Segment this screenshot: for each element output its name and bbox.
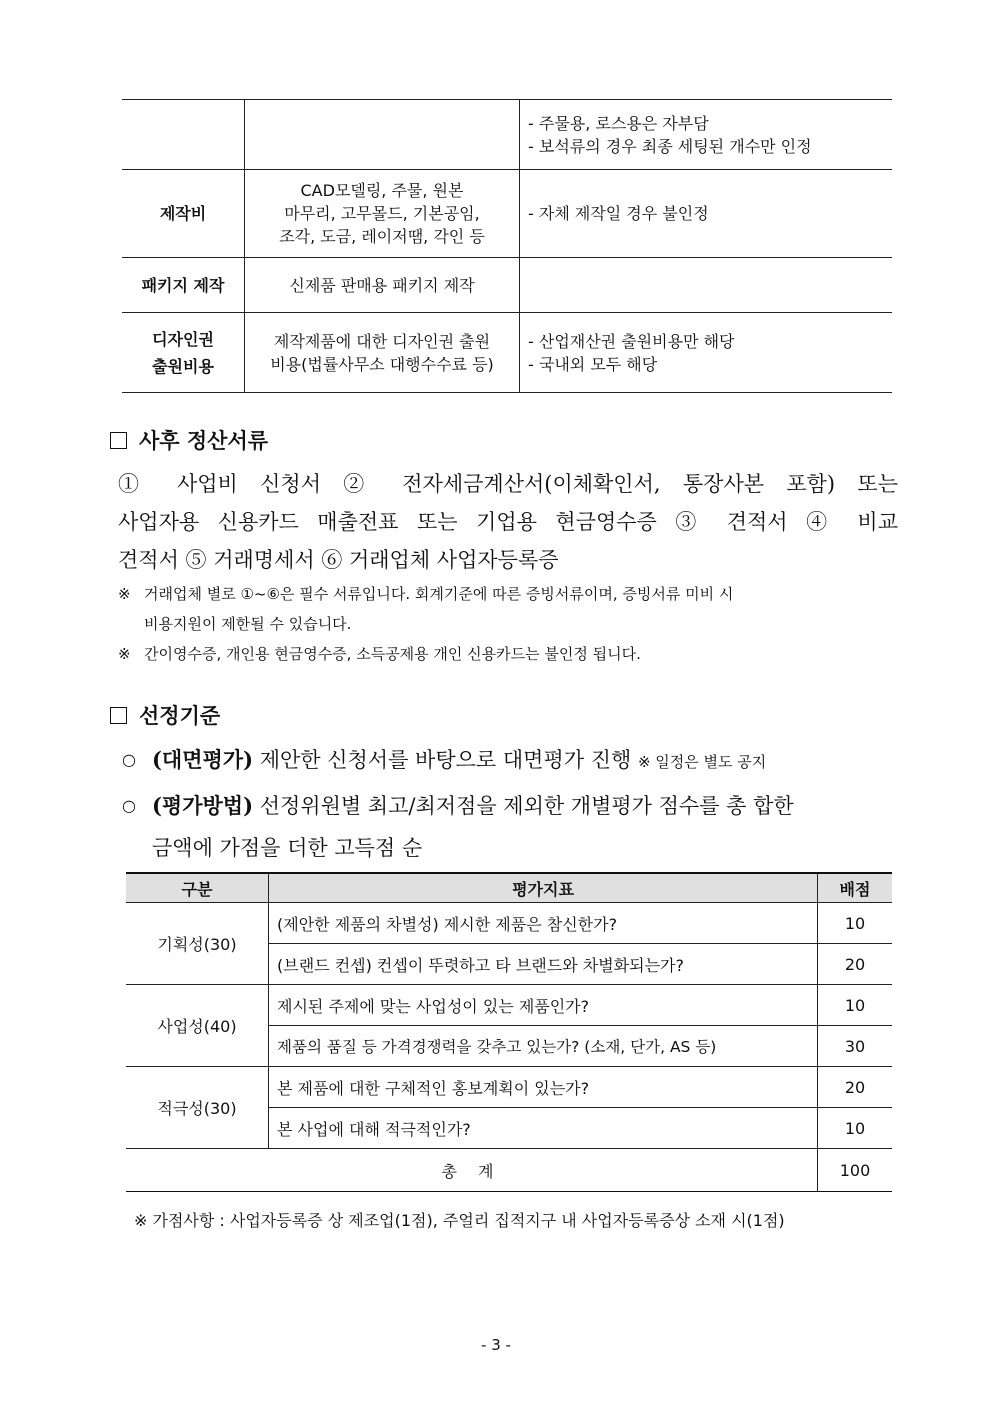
cost-notes	[520, 258, 893, 313]
cost-category: 패키지 제작	[122, 258, 245, 313]
cost-content	[245, 100, 520, 170]
eval-category: 기획성(30)	[126, 903, 269, 985]
eval-category: 적극성(30)	[126, 1067, 269, 1149]
cost-table	[122, 99, 892, 393]
total-score: 100	[818, 1149, 893, 1192]
bullet-circle-icon: ○	[122, 796, 136, 815]
eval-category: 사업성(40)	[126, 985, 269, 1067]
eval-score: 20	[818, 1067, 893, 1108]
cost-category: 제작비	[122, 170, 245, 258]
settlement-note-1: ※ 거래업체 별로 ①~⑥은 필수 서류입니다. 회계기준에 따른 증빙서류이며, 증빙서류 미비 시 비용지원이 제한될 수 있습니다.	[118, 585, 734, 633]
total-row	[126, 1149, 892, 1192]
eval-score: 20	[818, 944, 893, 985]
cost-category	[122, 100, 245, 170]
settlement-note-2: ※ 간이영수증, 개인용 현금영수증, 소득공제용 개인 신용카드는 불인정 됩니다.	[118, 645, 641, 663]
cost-notes: - 산업재산권 출원비용만 해당 - 국내외 모두 해당	[520, 313, 893, 393]
cost-category: 디자인권 출원비용	[122, 313, 245, 393]
table-row	[126, 985, 892, 1026]
eval-indicator: 제시된 주제에 맞는 사업성이 있는 제품인가?	[269, 985, 818, 1026]
bonus-footnote: ※ 가점사항 : 사업자등록증 상 제조업(1점), 주얼리 집적지구 내 사업자등록증상 소재 시(1점)	[134, 1211, 785, 1230]
bullet-face-to-face: ○ (대면평가) 제안한 신청서를 바탕으로 대면평가 진행 ※ 일정은 별도 공지	[122, 739, 898, 783]
table-row	[122, 170, 892, 258]
checkbox-square-icon	[110, 432, 127, 449]
eval-indicator: 본 제품에 대한 구체적인 홍보계획이 있는가?	[269, 1067, 818, 1108]
eval-score: 30	[818, 1026, 893, 1067]
cost-content: 제작제품에 대한 디자인권 출원 비용(법률사무소 대행수수료 등)	[245, 313, 520, 393]
checkbox-square-icon	[110, 707, 127, 724]
eval-indicator: (브랜드 컨셉) 컨셉이 뚜렷하고 타 브랜드와 차별화되는가?	[269, 944, 818, 985]
cost-content: 신제품 판매용 패키지 제작	[245, 258, 520, 313]
table-row	[122, 258, 892, 313]
eval-score: 10	[818, 985, 893, 1026]
eval-indicator: 본 사업에 대해 적극적인가?	[269, 1108, 818, 1149]
bullet-circle-icon: ○	[122, 750, 136, 769]
cost-notes: - 자체 제작일 경우 불인정	[520, 170, 893, 258]
page-number: - 3 -	[481, 1336, 511, 1354]
eval-score: 10	[818, 903, 893, 944]
table-row	[126, 903, 892, 944]
table-row	[126, 1067, 892, 1108]
settlement-docs-line-3: 견적서 ⑤ 거래명세서 ⑥ 거래업체 사업자등록증	[118, 548, 559, 572]
header-indicator: 평가지표	[269, 873, 818, 903]
header-score: 배점	[818, 873, 893, 903]
eval-indicator: 제품의 품질 등 가격경쟁력을 갖추고 있는가? (소재, 단가, AS 등)	[269, 1026, 818, 1067]
cost-notes: - 주물용, 로스용은 자부담 - 보석류의 경우 최종 세팅된 개수만 인정	[520, 100, 893, 170]
eval-indicator: (제안한 제품의 차별성) 제시한 제품은 참신한가?	[269, 903, 818, 944]
evaluation-table	[126, 872, 892, 1192]
total-label: 총 계	[126, 1149, 818, 1192]
eval-score: 10	[818, 1108, 893, 1149]
header-category: 구분	[126, 873, 269, 903]
settlement-docs-line-1: ① 사업비 신청서 ② 전자세금계산서(이체확인서, 통장사본 포함) 또는	[118, 472, 898, 496]
bullet-eval-method: ○ (평가방법) 선정위원별 최고/최저점을 제외한 개별평가 점수를 총 합한 금액에 가점을 더한 고득점 순	[122, 785, 898, 869]
table-row	[122, 313, 892, 393]
section-heading-selection: 선정기준	[110, 700, 220, 730]
table-row	[122, 100, 892, 170]
cost-content: CAD모델링, 주물, 원본 마무리, 고무몰드, 기본공임, 조각, 도금, 레이저땜, 각인 등	[245, 170, 520, 258]
table-header-row	[126, 873, 892, 903]
section-heading-settlement: 사후 정산서류	[110, 425, 268, 455]
settlement-docs-line-2: 사업자용 신용카드 매출전표 또는 기업용 현금영수증 ③ 견적서 ④ 비교	[118, 510, 898, 534]
